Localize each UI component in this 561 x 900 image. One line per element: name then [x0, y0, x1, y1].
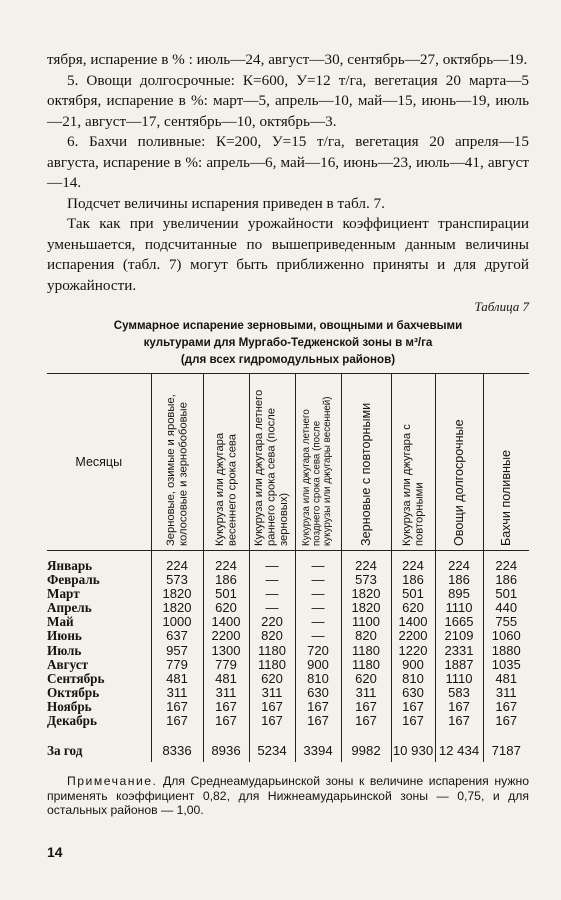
table-total-row [47, 736, 529, 762]
value-cell: 167 [151, 714, 203, 736]
value-cell: 1180 [341, 658, 391, 672]
value-cell: — [295, 587, 341, 601]
value-cell: 167 [249, 714, 295, 736]
value-cell: 1820 [341, 601, 391, 615]
table-note [47, 774, 529, 818]
value-cell: 224 [203, 551, 249, 574]
paragraph-transpiration: Так как при увеличении урожайности коэффициент транспирации уменьшается, подсчитанные по вышеприведенным данным величины испарения (табл. 7) могут быть приближенно приняты и для другой урожайности. [47, 215, 529, 294]
header-months: Месяцы [47, 374, 151, 551]
value-cell: 895 [435, 587, 483, 601]
table-body [47, 551, 529, 763]
month-cell: Ноябрь [47, 698, 92, 714]
total-cell: 3394 [295, 736, 341, 762]
value-cell: 630 [295, 686, 341, 700]
month-cell: Июль [47, 642, 82, 658]
value-cell: 481 [483, 672, 529, 686]
value-cell: 1180 [249, 658, 295, 672]
value-cell: 224 [435, 551, 483, 574]
value-cell: 481 [203, 672, 249, 686]
value-cell: 167 [483, 700, 529, 714]
value-cell: 1820 [151, 601, 203, 615]
value-cell: 1100 [341, 615, 391, 629]
value-cell: 1060 [483, 629, 529, 643]
value-cell: 2200 [391, 629, 435, 643]
value-cell: 186 [483, 573, 529, 587]
month-cell: Апрель [47, 600, 92, 616]
table-row [47, 615, 529, 629]
value-cell: 501 [391, 587, 435, 601]
total-cell: 10 930 [391, 736, 435, 762]
value-cell: 311 [249, 686, 295, 700]
total-cell: 8936 [203, 736, 249, 762]
value-cell: — [249, 587, 295, 601]
value-cell: 1300 [203, 644, 249, 658]
value-cell: 167 [151, 700, 203, 714]
value-cell: 1110 [435, 672, 483, 686]
value-cell: 1110 [435, 601, 483, 615]
evaporation-table [47, 373, 529, 762]
table-row [47, 714, 529, 736]
value-cell: 1220 [391, 644, 435, 658]
value-cell: 481 [151, 672, 203, 686]
value-cell: 1820 [341, 587, 391, 601]
value-cell: 186 [435, 573, 483, 587]
value-cell: 167 [203, 714, 249, 736]
table-row [47, 686, 529, 700]
table-number: Таблица 7 [474, 299, 529, 314]
table-caption-line: культурами для Мургабо-Тедженской зоны в м³/га [143, 336, 433, 349]
value-cell: 167 [391, 714, 435, 736]
value-cell: 167 [295, 714, 341, 736]
value-cell: — [295, 551, 341, 574]
value-cell: 720 [295, 644, 341, 658]
value-cell: — [295, 629, 341, 643]
value-cell: 167 [483, 714, 529, 736]
value-cell: 1665 [435, 615, 483, 629]
value-cell: 311 [483, 686, 529, 700]
value-cell: 957 [151, 644, 203, 658]
header-corn-repeat: Кукуруза или джугара с повторными [391, 374, 435, 551]
header-corn-spring: Кукуруза или джугара весеннего срока сева [203, 374, 249, 551]
value-cell: 620 [341, 672, 391, 686]
table-caption-line: (для всех гидромодульных районов) [180, 353, 396, 366]
value-cell: 1035 [483, 658, 529, 672]
value-cell: — [249, 601, 295, 615]
header-corn-summer-late: Кукуруза или джугара летнего позднего срока сева (после кукурузы или джугары весенней) [295, 374, 341, 551]
value-cell: 573 [151, 573, 203, 587]
table-caption-line: Суммарное испарение зерновыми, овощными и бахчевыми [113, 319, 463, 332]
value-cell: 501 [483, 587, 529, 601]
value-cell: — [295, 573, 341, 587]
value-cell: 810 [391, 672, 435, 686]
value-cell: 630 [391, 686, 435, 700]
value-cell: 440 [483, 601, 529, 615]
value-cell: 167 [435, 714, 483, 736]
value-cell: 224 [151, 551, 203, 574]
value-cell: 311 [341, 686, 391, 700]
value-cell: 224 [391, 551, 435, 574]
month-cell: Июнь [47, 628, 82, 644]
total-label: За год [47, 743, 83, 759]
table-row [47, 601, 529, 615]
table-row [47, 587, 529, 601]
month-cell: Август [47, 656, 89, 672]
header-grain-repeat: Зерновые с повторными [341, 374, 391, 551]
total-cell: 5234 [249, 736, 295, 762]
table-row [47, 700, 529, 714]
value-cell: 810 [295, 672, 341, 686]
total-cell: 12 434 [435, 736, 483, 762]
page-number: 14 [47, 844, 63, 860]
value-cell: — [249, 551, 295, 574]
month-cell: Октябрь [47, 684, 100, 700]
table-header-row [47, 374, 529, 551]
value-cell: 220 [249, 615, 295, 629]
value-cell: 311 [203, 686, 249, 700]
value-cell: 501 [203, 587, 249, 601]
month-cell: Сентябрь [47, 670, 105, 686]
value-cell: 820 [249, 629, 295, 643]
paragraph-continuation: тября, испарение в % : июль—24, август—30, сентябрь—27, октябрь—19. [47, 51, 528, 68]
value-cell: 1180 [341, 644, 391, 658]
value-cell: 1000 [151, 615, 203, 629]
header-melons: Бахчи поливные [483, 374, 529, 551]
value-cell: 186 [203, 573, 249, 587]
paragraph-melons: 6. Бахчи поливные: К=200, У=15 т/га, вегетация 20 апреля—15 августа, испарение в %: апрель—6, май—16, июнь—23, июль—41, август—14. [47, 133, 529, 191]
total-cell: 7187 [483, 736, 529, 762]
month-cell: Январь [47, 558, 93, 573]
value-cell: 820 [341, 629, 391, 643]
paragraph-vegetables: 5. Овощи долгосрочные: К=600, У=12 т/га, вегетация 20 марта—5 октября, испарение в %: март—5, апрель—10, май—15, июнь—19, июль—21, август—17, сентябрь—10, октябрь—3. [47, 71, 529, 130]
total-cell: 8336 [151, 736, 203, 762]
value-cell: 1180 [249, 644, 295, 658]
value-cell: 779 [203, 658, 249, 672]
header-corn-summer-early: Кукуруза или джугара летнего раннего срока сева (после зерновых) [249, 374, 295, 551]
note-text: Для Среднеамударьинской зоны к величине испарения нужно применять коэффициент 0,82, для Нижнеамударьинской зоны — 0,75, и для остальных районов — 1,00. [47, 774, 529, 818]
header-vegetables: Овощи долгосрочные [435, 374, 483, 551]
value-cell: 1887 [435, 658, 483, 672]
value-cell: 583 [435, 686, 483, 700]
value-cell: 637 [151, 629, 203, 643]
value-cell: 224 [341, 551, 391, 574]
table-row [47, 573, 529, 587]
value-cell: 167 [203, 700, 249, 714]
value-cell: 1400 [203, 615, 249, 629]
value-cell: 2200 [203, 629, 249, 643]
table-row [47, 672, 529, 686]
note-label: Примечание. [67, 774, 158, 789]
month-cell: Февраль [47, 572, 100, 588]
value-cell: 900 [295, 658, 341, 672]
value-cell: 311 [151, 686, 203, 700]
header-grain: Зерновые, озимые и яровые, колосовые и зернобобовые [151, 374, 203, 551]
value-cell: 186 [391, 573, 435, 587]
value-cell: 1880 [483, 644, 529, 658]
month-cell: Март [47, 586, 80, 602]
value-cell: 167 [295, 700, 341, 714]
value-cell: 167 [341, 700, 391, 714]
month-cell: Май [47, 614, 74, 630]
paragraph-calculation: Подсчет величины испарения приведен в табл. 7. [67, 194, 385, 212]
table-row [47, 658, 529, 672]
page-content [47, 50, 529, 818]
value-cell: — [295, 615, 341, 629]
value-cell: 2331 [435, 644, 483, 658]
table-caption [47, 317, 529, 368]
value-cell: 1400 [391, 615, 435, 629]
value-cell: 755 [483, 615, 529, 629]
value-cell: 2109 [435, 629, 483, 643]
month-cell: Декабрь [47, 713, 97, 729]
value-cell: 779 [151, 658, 203, 672]
table-row [47, 629, 529, 643]
table-row [47, 551, 529, 574]
value-cell: 620 [249, 672, 295, 686]
value-cell: 620 [203, 601, 249, 615]
value-cell: 900 [391, 658, 435, 672]
value-cell: 167 [435, 700, 483, 714]
value-cell: 620 [391, 601, 435, 615]
value-cell: 167 [341, 714, 391, 736]
value-cell: 224 [483, 551, 529, 574]
value-cell: — [295, 601, 341, 615]
table-row [47, 644, 529, 658]
value-cell: 573 [341, 573, 391, 587]
value-cell: 167 [391, 700, 435, 714]
value-cell: — [249, 573, 295, 587]
value-cell: 1820 [151, 587, 203, 601]
value-cell: 167 [249, 700, 295, 714]
total-cell: 9982 [341, 736, 391, 762]
